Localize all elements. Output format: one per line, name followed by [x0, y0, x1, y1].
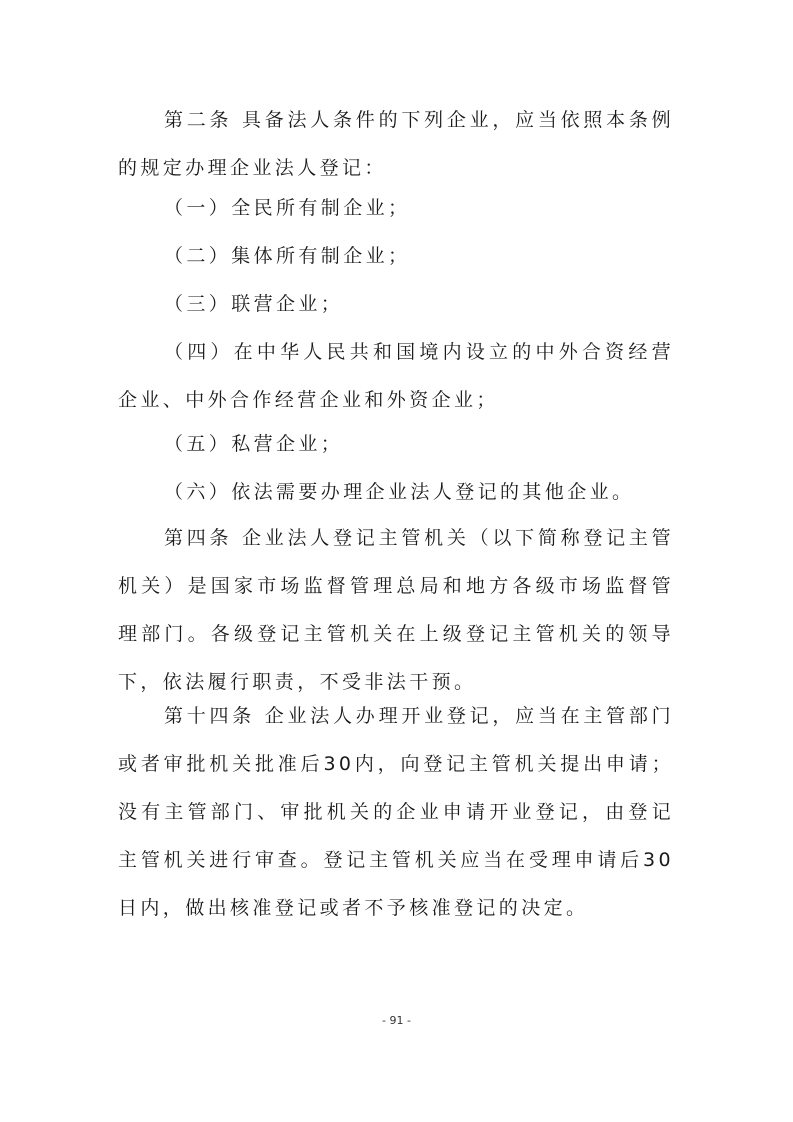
list-item-2: （二）集体所有制企业；	[164, 245, 411, 267]
list-item-1: （一）全民所有制企业；	[164, 197, 411, 219]
list-item-5: （五）私营企业；	[164, 433, 344, 455]
list-item-4: （四）在中华人民共和国境内设立的中外合资经营企业、中外合作经营企业和外资企业；	[118, 341, 674, 411]
article-4-paragraph: 第四条 企业法人登记主管机关（以下简称登记主管机关）是国家市场监督管理总局和地方各级市场监督管理部门。各级登记主管机关在上级登记主管机关的领导下，依法履行职责，不受非法干预。	[118, 527, 674, 693]
page-number: - 91 -	[382, 1014, 411, 1027]
list-item-3: （三）联营企业；	[164, 293, 344, 315]
list-item-6: （六）依法需要办理企业法人登记的其他企业。	[164, 481, 635, 503]
article-2-paragraph: 第二条 具备法人条件的下列企业，应当依照本条例的规定办理企业法人登记：	[118, 109, 674, 179]
article-14-paragraph: 第十四条 企业法人办理开业登记，应当在主管部门或者审批机关批准后30内，向登记主管机关提出申请；没有主管部门、审批机关的企业申请开业登记，由登记主管机关进行审查。登记主管机关应当在受理申请后30日内，做出核准登记或者不予核准登记的决定。	[118, 705, 674, 919]
